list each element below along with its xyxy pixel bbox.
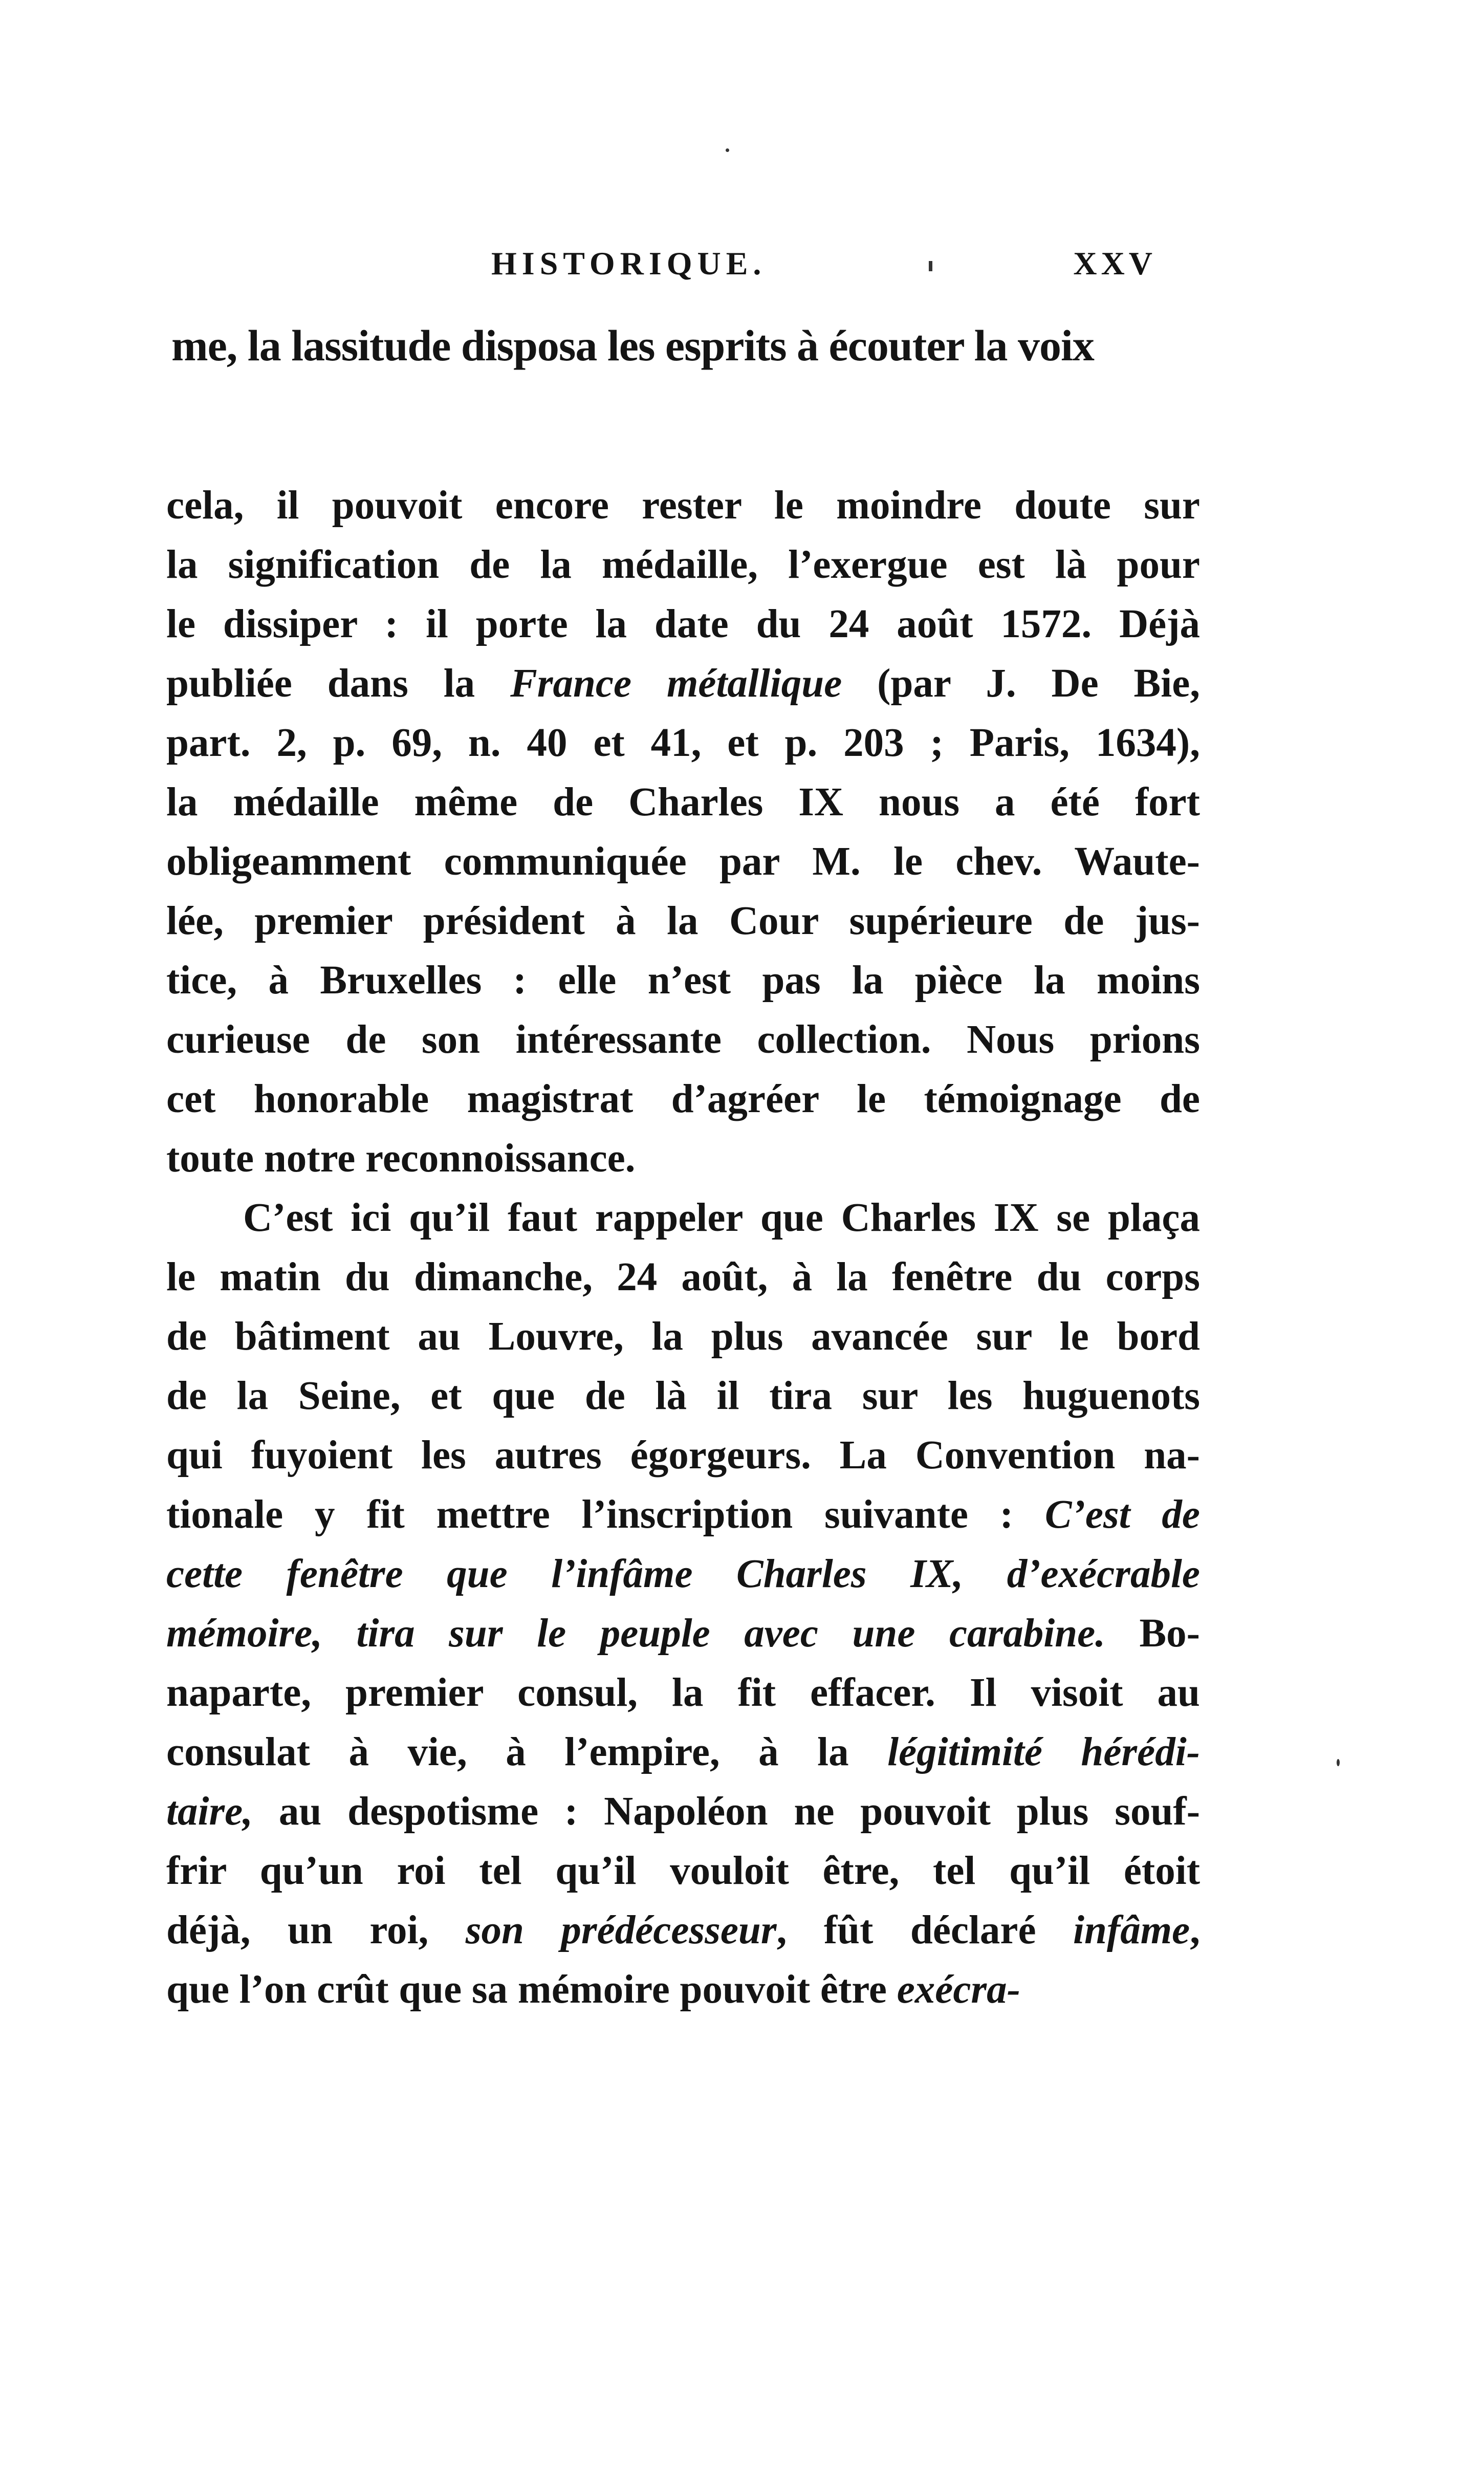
ink-mark — [929, 261, 932, 271]
text-line: toute notre reconnoissance. — [166, 1136, 636, 1181]
text-line — [166, 1485, 1200, 1545]
text-line — [166, 1782, 1200, 1841]
text-line: la médaille même de Charles IX nous a été fort — [166, 780, 1200, 824]
running-header — [491, 233, 1156, 294]
text-segment: que l’on crût que sa mémoire pouvoit être — [166, 1967, 897, 2012]
text-line — [166, 1604, 1200, 1663]
ink-speck — [1337, 1759, 1340, 1766]
text-line: qui fuyoient les autres égorgeurs. La Convention na- — [166, 1433, 1200, 1478]
paragraph-main — [166, 1188, 1200, 2020]
text-line: part. 2, p. 69, n. 40 et 41, et p. 203 ; Paris, 1634), — [166, 721, 1200, 765]
text-segment: tionale y fit mettre l’inscription suivante : — [166, 1492, 1045, 1537]
body-text — [166, 476, 1200, 2020]
text-line: naparte, premier consul, la fit effacer. Il visoit au — [166, 1670, 1200, 1715]
italic-segment: son prédécesseur — [465, 1908, 777, 1952]
text-line: la signification de la médaille, l’exergue est là pour — [166, 542, 1200, 587]
carried-over-line: me, la lassitude disposa les esprits à écouter la voix — [171, 321, 1094, 370]
text-segment: (par J. De Bie, — [842, 661, 1201, 706]
text-segment: , fût déclaré — [776, 1908, 1074, 1952]
text-line: le matin du dimanche, 24 août, à la fenêtre du corps — [166, 1255, 1200, 1299]
italic-segment: exécra- — [897, 1967, 1020, 2012]
ink-speck — [726, 148, 729, 152]
text-segment: consulat à vie, à l’empire, à la — [166, 1730, 888, 1774]
text-line — [166, 654, 1200, 713]
text-line: tice, à Bruxelles : elle n’est pas la pièce la moins — [166, 958, 1200, 1003]
text-line: frir qu’un roi tel qu’il vouloit être, tel qu’il étoit — [166, 1849, 1200, 1893]
text-line — [166, 1545, 1200, 1604]
text-line: curieuse de son intéressante collection. Nous prions — [166, 1017, 1200, 1062]
paragraph-note — [166, 476, 1200, 1188]
text-segment: Bo- — [1105, 1611, 1200, 1656]
text-line: C’est ici qu’il faut rappeler que Charles IX se plaça — [243, 1196, 1200, 1240]
italic-segment: mémoire, tira sur le peuple avec une carabine. — [166, 1611, 1105, 1656]
header-title: HISTORIQUE. — [491, 245, 767, 281]
page-number: XXV — [1073, 245, 1156, 281]
text-line — [166, 1960, 1200, 2020]
text-line — [166, 1901, 1200, 1960]
text-line: de la Seine, et que de là il tira sur les huguenots — [166, 1374, 1200, 1418]
italic-segment: cette fenêtre que l’infâme Charles IX, d’exécrable — [166, 1552, 1200, 1596]
italic-segment: C’est de — [1044, 1492, 1200, 1537]
text-line: cela, il pouvoit encore rester le moindre doute sur — [166, 483, 1200, 528]
text-line — [166, 1723, 1200, 1782]
text-line: de bâtiment au Louvre, la plus avancée sur le bord — [166, 1314, 1200, 1359]
italic-segment: légitimité hérédi- — [887, 1730, 1200, 1774]
italic-segment: France métallique — [510, 661, 842, 706]
text-segment: au despotisme : Napoléon ne pouvoit plus souf- — [252, 1789, 1200, 1834]
text-segment: publiée dans la — [166, 661, 511, 706]
italic-segment: infâme — [1073, 1908, 1190, 1952]
text-line: cet honorable magistrat d’agréer le témoignage de — [166, 1077, 1200, 1121]
text-line: le dissiper : il porte la date du 24 août 1572. Déjà — [166, 602, 1200, 646]
text-line: lée, premier président à la Cour supérieure de jus- — [166, 899, 1200, 943]
italic-segment: taire, — [166, 1789, 253, 1834]
text-line: obligeamment communiquée par M. le chev. Waute- — [166, 839, 1200, 884]
text-segment: déjà, un roi, — [166, 1908, 466, 1952]
text-segment: , — [1190, 1908, 1200, 1952]
